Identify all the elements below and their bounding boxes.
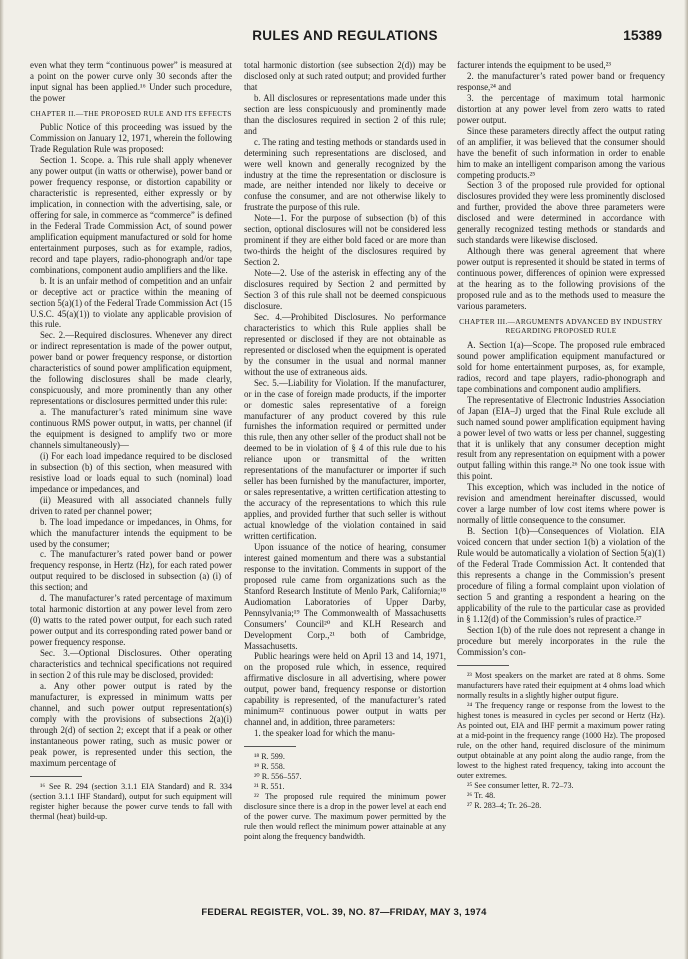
paragraph: c. The rating and testing methods or standards used in determining such representations are disclosed, and were well known and generally recognized by the industry at the time the representation or disclosure is made, are neither intended nor likely to deceive or confuse the consumer, and are not otherwise likely to frustrate the purpose of this rule. (244, 136, 446, 213)
paragraph: B. Section 1(b)—Consequences of Violation. EIA voiced concern that under section 1(b) a violation of the Rule would be automatically a violation of Section 5(a)(1) of the Federal Trade Commission Act. It contended that this represents a change in the Commission’s present procedure of filing a formal complaint upon violation of section 5 and granting a respondent a hearing on the applicability of the rule to the particular case as provided in § 1.12(d) of the Commission’s rules of practice.²⁷ (457, 526, 665, 624)
paragraph: Upon issuance of the notice of hearing, consumer interest gained momentum and there was a substantial response to the invitation. Comments in support of the proposed rule came from organizations such as the Stanford Research Institute of Menlo Park, California;¹⁸ Audiomation Laboratories of Upper Darby, Pennsylvania;¹⁹ The Commonwealth of Massachusetts Consumers’ Council²⁰ and KLH Research and Development Corp.,²¹ both of Cambridge, Massachusetts. (244, 541, 446, 651)
paragraph: (i) For each load impedance required to be disclosed in subsection (b) of this section, when measured with resistive load or loads equal to such (nominal) load impedance or impedances, and (30, 450, 232, 494)
footnote: ²² The proposed rule required the minimum power disclosure since there is a drop in the power level at each end of the power curve. The maximum power permitted by the rule then would reflect the minimum power attainable at any point along the frequency bandwidth. (244, 792, 446, 842)
paragraph: Public hearings were held on April 13 and 14, 1971, on the proposed rule which, in essence, required affirmative disclosure in all advertising, where power output, power band, frequency response or distortion capability is represented, of the manufacturer’s rated minimum²² continuous power output in watts per channel and, in addition, three parameters: (244, 651, 446, 728)
paragraph: The representative of Electronic Industries Association of Japan (EIA–J) urged that the Final Rule exclude all such named sound power amplification equipment having a power level of two watts or less per channel, suggesting that it is unlikely that any consumer deception might result from any representation on equipment with a power output falling within this range.²⁶ No one took issue with this point. (457, 394, 665, 482)
footnote: ¹⁸ R. 599. (254, 752, 285, 762)
footnote: ²³ Most speakers on the market are rated at 8 ohms. Some manufacturers have rated their equipment at 4 ohms load which normally results in a slightly higher output figure. (457, 670, 665, 700)
text-column-1 (30, 60, 232, 822)
paragraph: (ii) Measured with all associated channels fully driven to rated per channel power; (30, 494, 232, 516)
paragraph: Since these parameters directly affect the output rating of an amplifier, it was believed that the consumer should have the benefit of such information in order to enable him to make an intelligent comparison among the various competing products.²⁵ (457, 125, 665, 180)
footnote-divider (244, 746, 296, 747)
header-title: RULES AND REGULATIONS (252, 28, 438, 43)
chapter-heading: CHAPTER III.—ARGUMENTS ADVANCED BY INDUSTRY REGARDING PROPOSED RULE (459, 316, 663, 336)
scan-edge-left (0, 0, 4, 959)
paragraph: A. Section 1(a)—Scope. The proposed rule embraced sound power amplification equipment manufactured or sold for home entertainment purposes, as, for example, radios, record and tape players, radio-phonograph and tape combinations and component audio amplifiers. (457, 339, 665, 394)
paragraph: Section 1. Scope. a. This rule shall apply whenever any power output (in watts or otherwise), power band or power frequency response, or distortion capability or characteristic is represented, either expressly or by implication, in connection with the advertising, sale, or offering for sale, in commerce as “commerce” is defined in the Federal Trade Commission Act, of sound power amplification equipment manufactured or sold for home entertainment purposes, such as for example, radios, record and tape players, radio-phonograph and/or tape combinations, component audio amplifiers and the like. (30, 155, 232, 275)
paragraph: Although there was general agreement that where power output is represented it should be stated in terms of continuous power, differences of opinion were expressed at the hearing as to the following provisions of the proposed rule and as to the methods used to measure the various parameters. (457, 246, 665, 311)
paragraph: Public Notice of this proceeding was issued by the Commission on January 12, 1971, wherein the following Trade Regulation Rule was proposed: (30, 122, 232, 155)
footnote: ²⁰ R. 556–557. (254, 772, 302, 782)
paragraph: Sec. 2.—Required disclosures. Whenever any direct or indirect representation is made of the power output, power band or power frequency response, or distortion characteristics of sound power amplification equipment, the following disclosures shall be made clearly, conspicuously, and more prominently than any other representations or disclosures permitted under this rule: (30, 330, 232, 407)
running-header (28, 28, 662, 48)
paragraph: Sec. 4.—Prohibited Disclosures. No performance characteristics to which this Rule applies shall be represented or disclosed if they are not obtainable as represented or disclosed when the equipment is operated by the consumer in the usual and normal manner without the use of extraneous aids. (244, 311, 446, 377)
paragraph: Note—2. Use of the asterisk in effecting any of the disclosures required by Section 2 and permitted by Section 3 of this rule shall not be deemed conspicuous disclosure. (244, 268, 446, 311)
paragraph: Section 3 of the proposed rule provided for optional disclosures provided they were less prominently disclosed and further, provided the above three parameters were disclosed and were determined in accordance with generally recognized testing methods or standards and such standards were likewise disclosed. (457, 180, 665, 246)
paragraph: This exception, which was included in the notice of revision and amendment hereinafter discussed, would cover a large number of low cost items where power is normally of little consequence to the consumer. (457, 482, 665, 526)
paragraph: b. It is an unfair method of competition and an unfair or deceptive act or practice within the meaning of section 5(a)(1) of the Federal Trade Commission Act (15 U.S.C. 45(a)(1)) to violate any applicable provision of this rule. (30, 275, 232, 330)
paragraph: Sec. 5.—Liability for Violation. If the manufacturer, or in the case of foreign made products, if the importer or domestic sales representative of a foreign manufacturer of any product covered by this rule furnishes the information required or permitted under this rule, then any other seller of the product shall not be deemed to be in violation of § 4 of this rule due to his reliance upon or transmittal of the written representations of the manufacturer or importer if such seller has been furnished by the manufacturer, importer, or sales representative, a written certification attesting to the accuracy of the representations to which this rule applies, and provided further that such seller is without actual knowledge of the violation contained in said written certification. (244, 377, 446, 541)
paragraph: c. The manufacturer’s rated power band or power frequency response, in Hertz (Hz), for each rated power output required to be disclosed in subsection (a) (i) of this section; and (30, 549, 232, 593)
paragraph: Sec. 3.—Optional Disclosures. Other operating characteristics and technical specifications not required in section 2 of this rule may be disclosed, provided: (30, 648, 232, 680)
footnote: ²⁶ Tr. 48. (467, 790, 496, 800)
footnote: ¹⁶ See R. 294 (section 3.1.1 EIA Standard) and R. 334 (section 3.1.1 IHF Standard), output for such equipment will register higher because the power curve tends to fall with thermal (heat) build-up. (30, 781, 232, 821)
paragraph: even what they term “continuous power” is measured at a point on the power curve only 30 seconds after the input signal has been applied.¹⁶ Under such procedure, the power (30, 60, 232, 103)
scan-edge-right (684, 0, 688, 959)
paragraph: b. The load impedance or impedances, in Ohms, for which the manufacturer intends the equipment to be used by the consumer; (30, 516, 232, 549)
page-footer: FEDERAL REGISTER, VOL. 39, NO. 87—FRIDAY, MAY 3, 1974 (201, 907, 487, 918)
footnote: ²⁵ See consumer letter, R. 72–73. (467, 780, 574, 790)
paragraph: d. The manufacturer’s rated percentage of maximum total harmonic distortion at any power level from zero (0) watts to the rated power output, for each such rated power output and its corresponding rated power band or power frequency response. (30, 593, 232, 648)
text-column-2 (244, 60, 446, 842)
paragraph: Note—1. For the purpose of subsection (b) of this section, optional disclosures will not be considered less prominent if they are either bold faced or are more than two-thirds the height of the disclosures required by Section 2. (244, 213, 446, 268)
paragraph: b. All disclosures or representations made under this section are less conspicuously and prominently made than the disclosures required in section 2 of this rule; and (244, 92, 446, 136)
paragraph: total harmonic distortion (see subsection 2(d)) may be disclosed only at such rated output; and provided further that (244, 60, 446, 92)
paragraph: 1. the speaker load for which the manu- (254, 728, 395, 739)
page-number: 15389 (623, 27, 662, 43)
paragraph: a. Any other power output is rated by the manufacturer, is expressed in minimum watts per channel, and such power output representation(s) comply with the provisions of subsections 2(a)(i) through 2(d) of section 2; except that if a peak or other instantaneous power rating, such as music power or peak power, is represented under this section, the maximum percentage of (30, 680, 232, 768)
text-column-3 (457, 60, 665, 811)
footnote: ²¹ R. 551. (254, 782, 285, 792)
paragraph: facturer intends the equipment to be used,²³ (457, 60, 611, 70)
footnote: ²⁴ The frequency range or response from the lowest to the highest tones is measured in cycles per second or Hertz (Hz). As pointed out, EIA and IHF permit a maximum power rating at a mid-point in the frequency range (1000 Hz). The proposed rule, on the other hand, required disclosure of the minimum output obtainable at any point along the audio range, from the lowest to the highest rated frequency, taking into account the outer extremes. (457, 700, 665, 780)
footnote-divider (457, 665, 509, 666)
footnote-divider (30, 776, 82, 777)
paragraph: a. The manufacturer’s rated minimum sine wave continuous RMS power output, in watts, per channel (if the equipment is designed to amplify two or more channels simultaneously)— (30, 407, 232, 450)
chapter-heading: CHAPTER II.—THE PROPOSED RULE AND ITS EFFECTS (30, 108, 232, 118)
paragraph: 3. the percentage of maximum total harmonic distortion at any power level from zero watts to rated power output. (457, 92, 665, 125)
footnote: ²⁷ R. 283–4; Tr. 26–28. (467, 800, 542, 810)
footnote: ¹⁹ R. 558. (254, 762, 285, 772)
paragraph: Section 1(b) of the rule does not represent a change in procedure but merely incorporates in the rule the Commission’s con- (457, 624, 665, 657)
paragraph: 2. the manufacturer’s rated power band or frequency response,²⁴ and (457, 70, 665, 92)
